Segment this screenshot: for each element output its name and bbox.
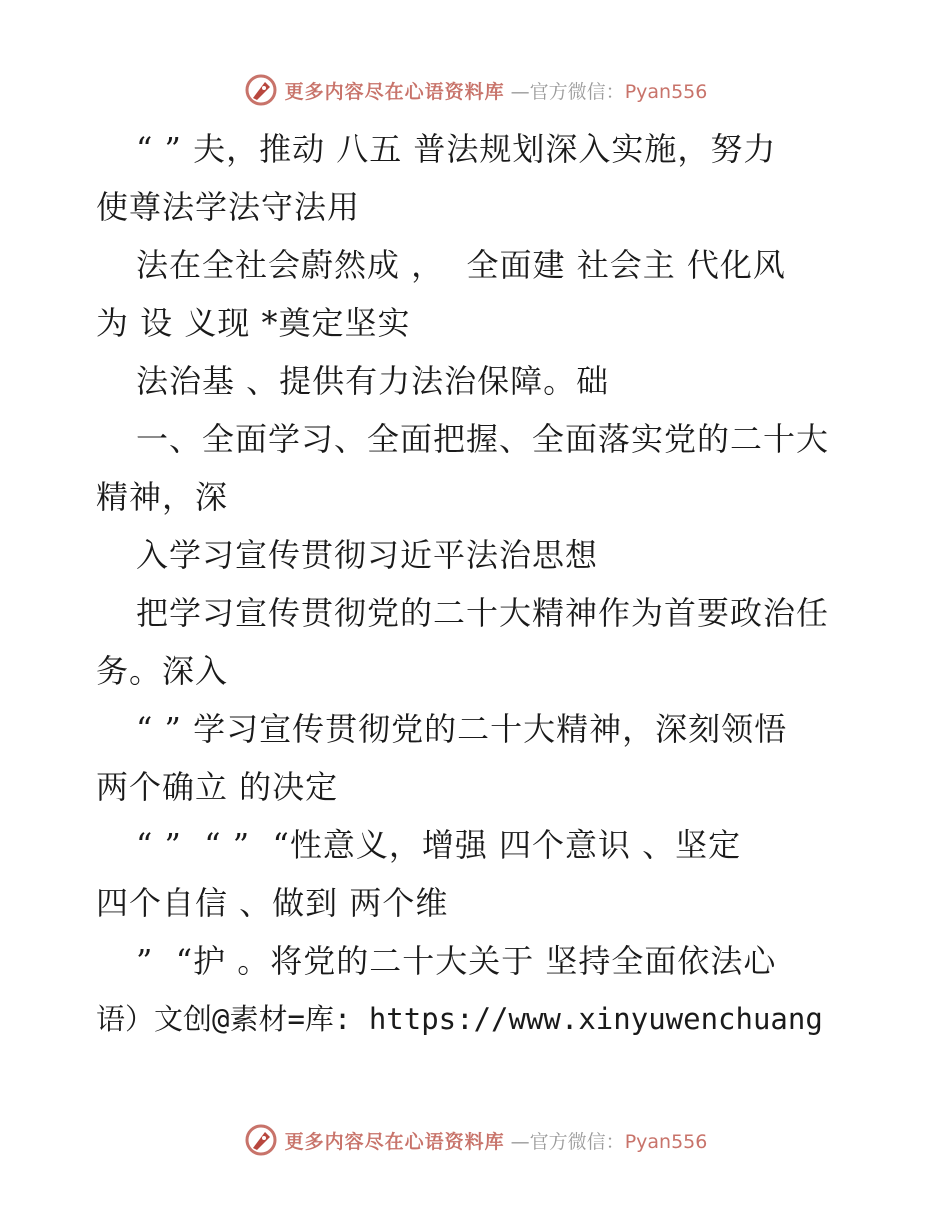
body-line: 把学习宣传贯彻党的二十大精神作为首要政治任 [136,594,830,632]
banner-wechat-id: Pyan556 [624,1130,708,1153]
banner-wechat-label: 官方微信： [529,1130,625,1153]
body-line: 两个确立 的决定 [96,768,339,806]
body-line: ” “护 。将党的二十大关于 坚持全面依法心 [136,942,777,980]
banner-title: 更多内容尽在心语资料库 [284,1130,505,1153]
banner-wechat-id: Pyan556 [624,80,708,103]
document-body [96,120,856,1048]
pen-nib-logo-icon [243,72,279,108]
body-line: 精神，深 [96,478,229,516]
body-line: 务。深入 [96,652,229,690]
pen-nib-logo-icon [243,1122,279,1158]
body-line: 一、全面学习、全面把握、全面落实党的二十大 [136,420,830,458]
body-line: 为 设 义现 *奠定坚实 [96,304,411,342]
body-line: 法治基 、提供有力法治保障。础 [136,362,610,400]
body-line: “ ” 学习宣传贯彻党的二十大精神，深刻领悟 [136,710,788,748]
body-line: “ ” 夫，推动 八五 普法规划深入实施，努力 [136,130,777,168]
body-line: 使尊法学法守法用 [96,188,361,226]
banner-wechat [511,1127,708,1154]
footer-watermark-banner [0,1120,950,1160]
banner-wechat-label: 官方微信： [529,80,625,103]
banner-wechat [511,77,708,104]
body-line: 法在全社会蔚然成 ， 全面建 社会主 代化风 [136,246,786,284]
banner-title: 更多内容尽在心语资料库 [284,80,505,103]
body-line-url: 语）文创@素材=库: https://www.xinyuwenchuang [96,1002,823,1036]
banner-dash: — [510,80,530,103]
header-watermark-banner [0,70,950,110]
body-line: 四个自信 、做到 两个维 [96,884,449,922]
banner-dash: — [510,1130,530,1153]
body-line: “ ” “ ” “性意义，增强 四个意识 、坚定 [136,826,742,864]
body-line: 入学习宣传贯彻习近平法治思想 [136,536,599,574]
